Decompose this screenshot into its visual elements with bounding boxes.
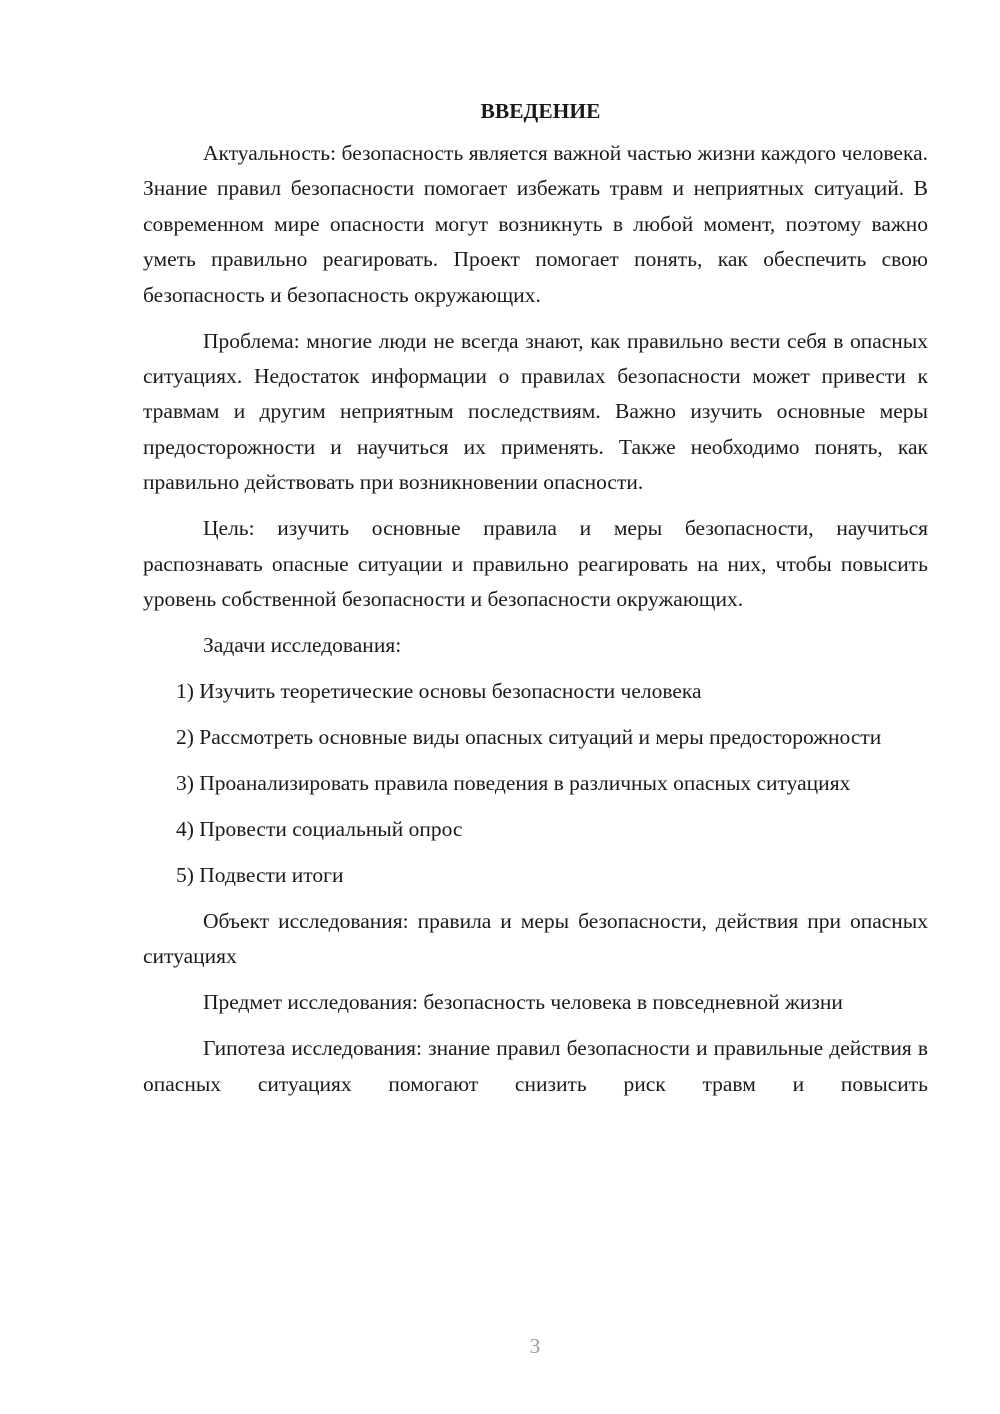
task-item-5: 5) Подвести итоги [176,863,344,888]
section-heading: ВВЕДЕНИЕ [480,99,601,123]
page-number: 3 [529,1334,541,1358]
subject-paragraph: Предмет исследования: безопасность человека в повседневной жизни [203,990,843,1015]
hypothesis-paragraph: Гипотеза исследования: знание правил безопасности и правильные действия в опасных ситуациях помогают снизить риск травм и повысить [143,1036,928,1096]
object-paragraph: Объект исследования: правила и меры безопасности, действия при опасных ситуациях [143,909,928,969]
task-item-1: 1) Изучить теоретические основы безопасности человека [176,679,702,704]
tasks-heading: Задачи исследования: [203,633,402,658]
page-content [143,96,928,1113]
task-item-4: 4) Провести социальный опрос [176,817,463,842]
task-item-3: 3) Проанализировать правила поведения в различных опасных ситуациях [176,771,851,796]
task-item-2: 2) Рассмотреть основные виды опасных ситуаций и меры предосторожности [176,725,882,750]
goal-paragraph: Цель: изучить основные правила и меры безопасности, научиться распознавать опасные ситуации и правильно реагировать на них, чтобы повысить уровень собственной безопасности и безопасности окружающих. [143,516,928,612]
relevance-paragraph: Актуальность: безопасность является важной частью жизни каждого человека. Знание правил безопасности помогает избежать травм и неприятных ситуаций. В современном мире опасности могут возникнуть в любой момент, поэтому важно уметь правильно реагировать. Проект помогает понять, как обеспечить свою безопасность и безопасность окружающих. [143,141,928,307]
problem-paragraph: Проблема: многие люди не всегда знают, как правильно вести себя в опасных ситуациях. Недостаток информации о правилах безопасности может привести к травмам и другим неприятным последствиям. Важно изучить основные меры предосторожности и научиться их применять. Также необходимо понять, как правильно действовать при возникновении опасности. [143,328,928,495]
